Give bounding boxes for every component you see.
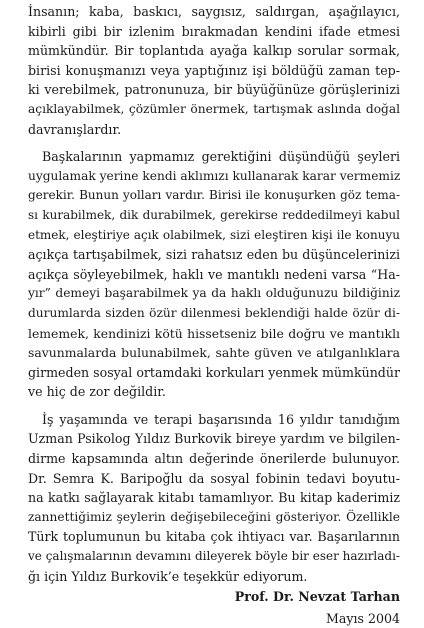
signature-name: Prof. Dr. Nevzat Tarhan bbox=[234, 589, 400, 605]
text-line: birisi konuşmanızı veya yaptığınız işi böldüğü zaman tep- bbox=[28, 62, 400, 78]
text-line: ki verebilmek, patronunuza, bir büyüğünüze görüşlerinizi bbox=[28, 82, 400, 98]
text-line: açıklayabilmek, çözümler önermek, tartışmak aslında doğal bbox=[28, 101, 400, 116]
text-line: sı kurabilmek, dik durabilmek, gerekirse reddedilmeyi kabul bbox=[28, 207, 400, 222]
signature-date: Mayıs 2004 bbox=[325, 610, 400, 626]
text-line: Türk toplumunun bu kitaba çok ihtiyacı var. Başarılarının bbox=[28, 529, 400, 545]
text-line: mümkündür. Bir toplantıda ayağa kalkıp sorular sormak, bbox=[28, 43, 400, 59]
document-page bbox=[28, 2, 400, 626]
paragraph-gap bbox=[28, 402, 400, 410]
text-line: ğı için Yıldız Burkovik’e teşekkür ediyorum. bbox=[28, 568, 308, 584]
text-line: İş yaşamında ve terapi başarısında 16 yıldır tanıdığım bbox=[42, 411, 400, 427]
paragraph-3 bbox=[28, 410, 400, 586]
text-line: uygulamak yerine kendi aklımızı kullanarak karar vermemiz bbox=[28, 168, 400, 183]
text-line: İnsanın; kaba, baskıcı, saygısız, saldırgan, aşağılayıcı, bbox=[28, 4, 400, 19]
text-line: Dr. Semra K. Baripoğlu da sosyal fobinin tedavi boyutu- bbox=[28, 470, 400, 486]
text-line: gerekir. Bunun yolları vardır. Birisi ile konuşurken göz tema- bbox=[28, 188, 400, 203]
text-line: açıkça söyleyebilmek, haklı ve mantıklı nedeni varsa “Ha- bbox=[28, 266, 400, 282]
text-line: lememek, kendinizi kötü hissetseniz bile doğru ve mantıklı bbox=[28, 325, 400, 341]
text-line: yır” demeyi başarabilmek ya da haklı olduğunuzu bildiğiniz bbox=[28, 286, 400, 301]
paragraph-gap bbox=[28, 139, 400, 147]
text-line: dirme kapsamında altın değerinde önerilerde bulunuyor. bbox=[28, 451, 400, 467]
text-line: etmek, eleştiriye açık olabilmek, sizi eleştiren kişi ile konuyu bbox=[28, 227, 400, 242]
text-line: na katkı sağlayarak kitabı tamamlıyor. Bu kitap kaderimiz bbox=[28, 490, 400, 506]
paragraph-2 bbox=[28, 147, 400, 402]
text-line: kibirli gibi bir izlenim bırakmadan kendini ifade etmesi bbox=[28, 23, 400, 39]
text-line: davranışlardır. bbox=[28, 121, 122, 137]
text-line: Başkalarının yapmamız gerektiğini düşündüğü şeyleri bbox=[42, 149, 400, 165]
text-line: zannettiğimiz şeylerin değişebileceğini gösteriyor. Özellikle bbox=[28, 509, 400, 524]
text-line: açıkça tartışabilmek, sizi rahatsız eden bu düşüncelerinizi bbox=[28, 247, 400, 263]
text-line: ve çalışmalarının devamını dileyerek böyle bir eser hazırladı- bbox=[28, 549, 400, 564]
text-line: Uzman Psikolog Yıldız Burkovik bireye yardım ve bilgilen- bbox=[28, 431, 400, 447]
text-line: durumlarda sizden özür dilenmesi beklendiği halde özür di- bbox=[28, 305, 400, 320]
text-line: savunmalarda bulunabilmek, sahte güven ve atılganlıklara bbox=[28, 345, 400, 361]
text-line: ve hiç de zor değildir. bbox=[28, 384, 166, 400]
text-line: girmeden sosyal ortamdaki korkuları yenmek mümkündür bbox=[28, 364, 400, 380]
paragraph-1 bbox=[28, 2, 400, 139]
